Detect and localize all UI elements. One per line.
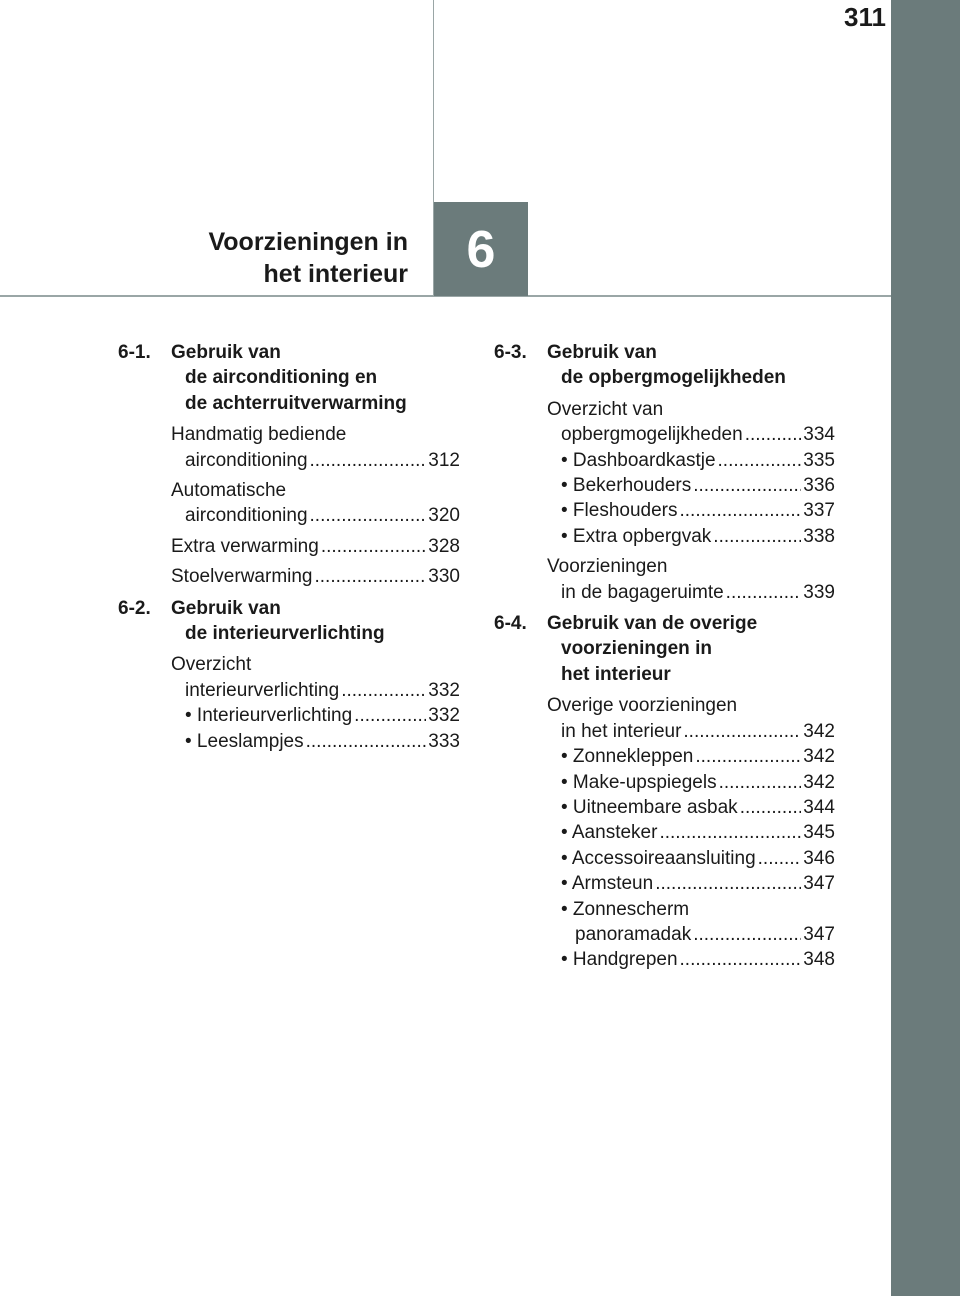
entry-text: Automatische xyxy=(171,480,287,502)
toc-entry[interactable] xyxy=(171,478,460,529)
leader-dots xyxy=(310,448,427,473)
leader-dots xyxy=(659,820,801,845)
entry-text: • Aansteker xyxy=(561,822,658,844)
section-title-line: Gebruik van xyxy=(171,597,281,619)
toc-section-6-3 xyxy=(494,340,835,605)
leader-dots xyxy=(713,524,801,549)
entry-text: Overzicht xyxy=(171,654,252,676)
entry-page: 347 xyxy=(803,873,835,895)
entry-text: • Zonnescherm xyxy=(561,898,690,920)
entry-page: 332 xyxy=(428,705,460,727)
section-title-line: de opbergmogelijkheden xyxy=(561,367,786,389)
toc-subentry[interactable] xyxy=(547,820,835,845)
chapter-number-box: 6 xyxy=(434,202,528,296)
leader-dots xyxy=(695,744,801,769)
entry-page: 335 xyxy=(803,449,835,471)
toc-subentry[interactable] xyxy=(547,846,835,871)
entry-page: 342 xyxy=(803,746,835,768)
chapter-title-line-1: Voorzieningen in xyxy=(208,228,408,256)
section-number: 6-4. xyxy=(494,613,527,635)
section-number: 6-1. xyxy=(118,342,151,363)
entry-page: 330 xyxy=(428,566,460,588)
toc-entry[interactable] xyxy=(547,693,835,972)
toc-entry[interactable] xyxy=(547,397,835,549)
entry-page: 342 xyxy=(803,720,835,742)
entry-text: • Leeslampjes xyxy=(185,730,304,752)
leader-dots xyxy=(655,871,801,896)
leader-dots xyxy=(310,503,427,528)
entry-page: 337 xyxy=(803,500,835,522)
toc-subentry[interactable] xyxy=(547,524,835,549)
entry-text: • Armsteun xyxy=(561,873,654,895)
entry-page: 338 xyxy=(803,525,835,547)
entry-page: 346 xyxy=(803,847,835,869)
leader-dots xyxy=(341,678,426,703)
section-title xyxy=(547,611,835,687)
toc-entry[interactable] xyxy=(171,652,460,754)
toc-subentry[interactable] xyxy=(547,448,835,473)
section-title-line: de interieurverlichting xyxy=(185,623,385,645)
entry-page: 336 xyxy=(803,475,835,497)
entry-text: • Bekerhouders xyxy=(561,475,692,497)
entry-page: 344 xyxy=(803,796,835,818)
entry-text: • Uitneembare asbak xyxy=(561,796,738,818)
section-title-line: voorzieningen in xyxy=(561,638,712,660)
leader-dots xyxy=(321,534,426,559)
section-number: 6-3. xyxy=(494,342,527,363)
entry-page: 332 xyxy=(428,679,460,701)
toc-section-6-4 xyxy=(494,611,835,973)
toc-entry[interactable] xyxy=(171,564,460,589)
toc-subentry[interactable] xyxy=(171,729,460,754)
toc-subentry[interactable] xyxy=(171,703,460,728)
leader-dots xyxy=(315,564,427,589)
toc-subentry[interactable] xyxy=(547,770,835,795)
toc-entry[interactable] xyxy=(547,554,835,605)
leader-dots xyxy=(693,922,801,947)
leader-dots xyxy=(680,498,802,523)
toc-subentry[interactable] xyxy=(547,897,835,948)
entry-text: Extra verwarming xyxy=(171,535,319,557)
toc-subentry[interactable] xyxy=(547,498,835,523)
section-title xyxy=(547,340,835,391)
entry-text: • Handgrepen xyxy=(561,949,678,971)
section-title-line: Gebruik van de overige xyxy=(547,613,758,635)
toc-section-6-1 xyxy=(118,340,460,590)
leader-dots xyxy=(680,947,802,972)
entry-text: in de bagageruimte xyxy=(561,581,724,603)
chapter-title-line-2: het interieur xyxy=(263,260,408,288)
leader-dots xyxy=(745,422,802,447)
section-title-line: de achterruitverwarming xyxy=(185,392,407,414)
toc-left-column xyxy=(118,340,460,760)
leader-dots xyxy=(726,580,802,605)
entry-text: airconditioning xyxy=(185,505,308,527)
entry-text: • Make-upspiegels xyxy=(561,771,717,793)
section-number: 6-2. xyxy=(118,597,151,619)
toc-subentry[interactable] xyxy=(547,795,835,820)
entry-text: • Zonnekleppen xyxy=(561,746,694,768)
entry-text: Overige voorzieningen xyxy=(547,695,738,717)
entry-page: 320 xyxy=(428,505,460,527)
toc-section-6-2 xyxy=(118,596,460,754)
entry-text: • Extra opbergvak xyxy=(561,525,712,547)
chapter-title xyxy=(208,226,408,290)
section-title-line: Gebruik van xyxy=(547,342,657,363)
chapter-side-band xyxy=(891,0,960,1296)
section-title-line: de airconditioning en xyxy=(185,367,378,389)
entry-text: airconditioning xyxy=(185,449,308,471)
entry-text: Voorzieningen xyxy=(547,556,668,578)
entry-page: 312 xyxy=(428,449,460,471)
entry-page: 345 xyxy=(803,822,835,844)
leader-dots xyxy=(306,729,427,754)
entry-text: Stoelverwarming xyxy=(171,566,313,588)
toc-entry[interactable] xyxy=(171,422,460,473)
entry-text: opbergmogelijkheden xyxy=(561,424,743,446)
section-heading[interactable] xyxy=(494,340,835,391)
entry-text: Handmatig bediende xyxy=(171,424,347,446)
entry-text: • Fleshouders xyxy=(561,500,678,522)
leader-dots xyxy=(740,795,802,820)
entry-text: in het interieur xyxy=(561,720,682,742)
entry-page: 339 xyxy=(803,581,835,603)
entry-text: Overzicht van xyxy=(547,398,664,420)
section-title-line: het interieur xyxy=(561,663,671,685)
section-heading[interactable] xyxy=(494,611,835,687)
entry-text: interieurverlichting xyxy=(185,679,340,701)
entry-page: 333 xyxy=(428,730,460,752)
entry-page: 347 xyxy=(803,923,835,945)
leader-dots xyxy=(719,770,802,795)
entry-text: • Accessoireaansluiting xyxy=(561,847,756,869)
section-title xyxy=(171,596,460,647)
toc-subentry[interactable] xyxy=(547,871,835,896)
entry-page: 342 xyxy=(803,771,835,793)
entry-text: panoramadak xyxy=(575,923,692,945)
leader-dots xyxy=(758,846,802,871)
toc-subentry[interactable] xyxy=(547,473,835,498)
leader-dots xyxy=(693,473,801,498)
toc-right-column xyxy=(494,340,835,979)
section-heading[interactable] xyxy=(118,596,460,647)
entry-text: • Interieurverlichting xyxy=(185,705,353,727)
entry-page: 328 xyxy=(428,535,460,557)
leader-dots xyxy=(718,448,802,473)
toc-subentry[interactable] xyxy=(547,744,835,769)
entry-page: 334 xyxy=(803,424,835,446)
toc-entry[interactable] xyxy=(171,534,460,559)
section-title-line: Gebruik van xyxy=(171,342,281,363)
leader-dots xyxy=(683,719,801,744)
entry-page: 348 xyxy=(803,949,835,971)
entry-text: • Dashboardkastje xyxy=(561,449,716,471)
section-title xyxy=(171,340,460,416)
section-heading[interactable] xyxy=(118,340,460,416)
page-number: 311 xyxy=(844,2,886,32)
toc-subentry[interactable] xyxy=(547,947,835,972)
leader-dots xyxy=(354,703,426,728)
